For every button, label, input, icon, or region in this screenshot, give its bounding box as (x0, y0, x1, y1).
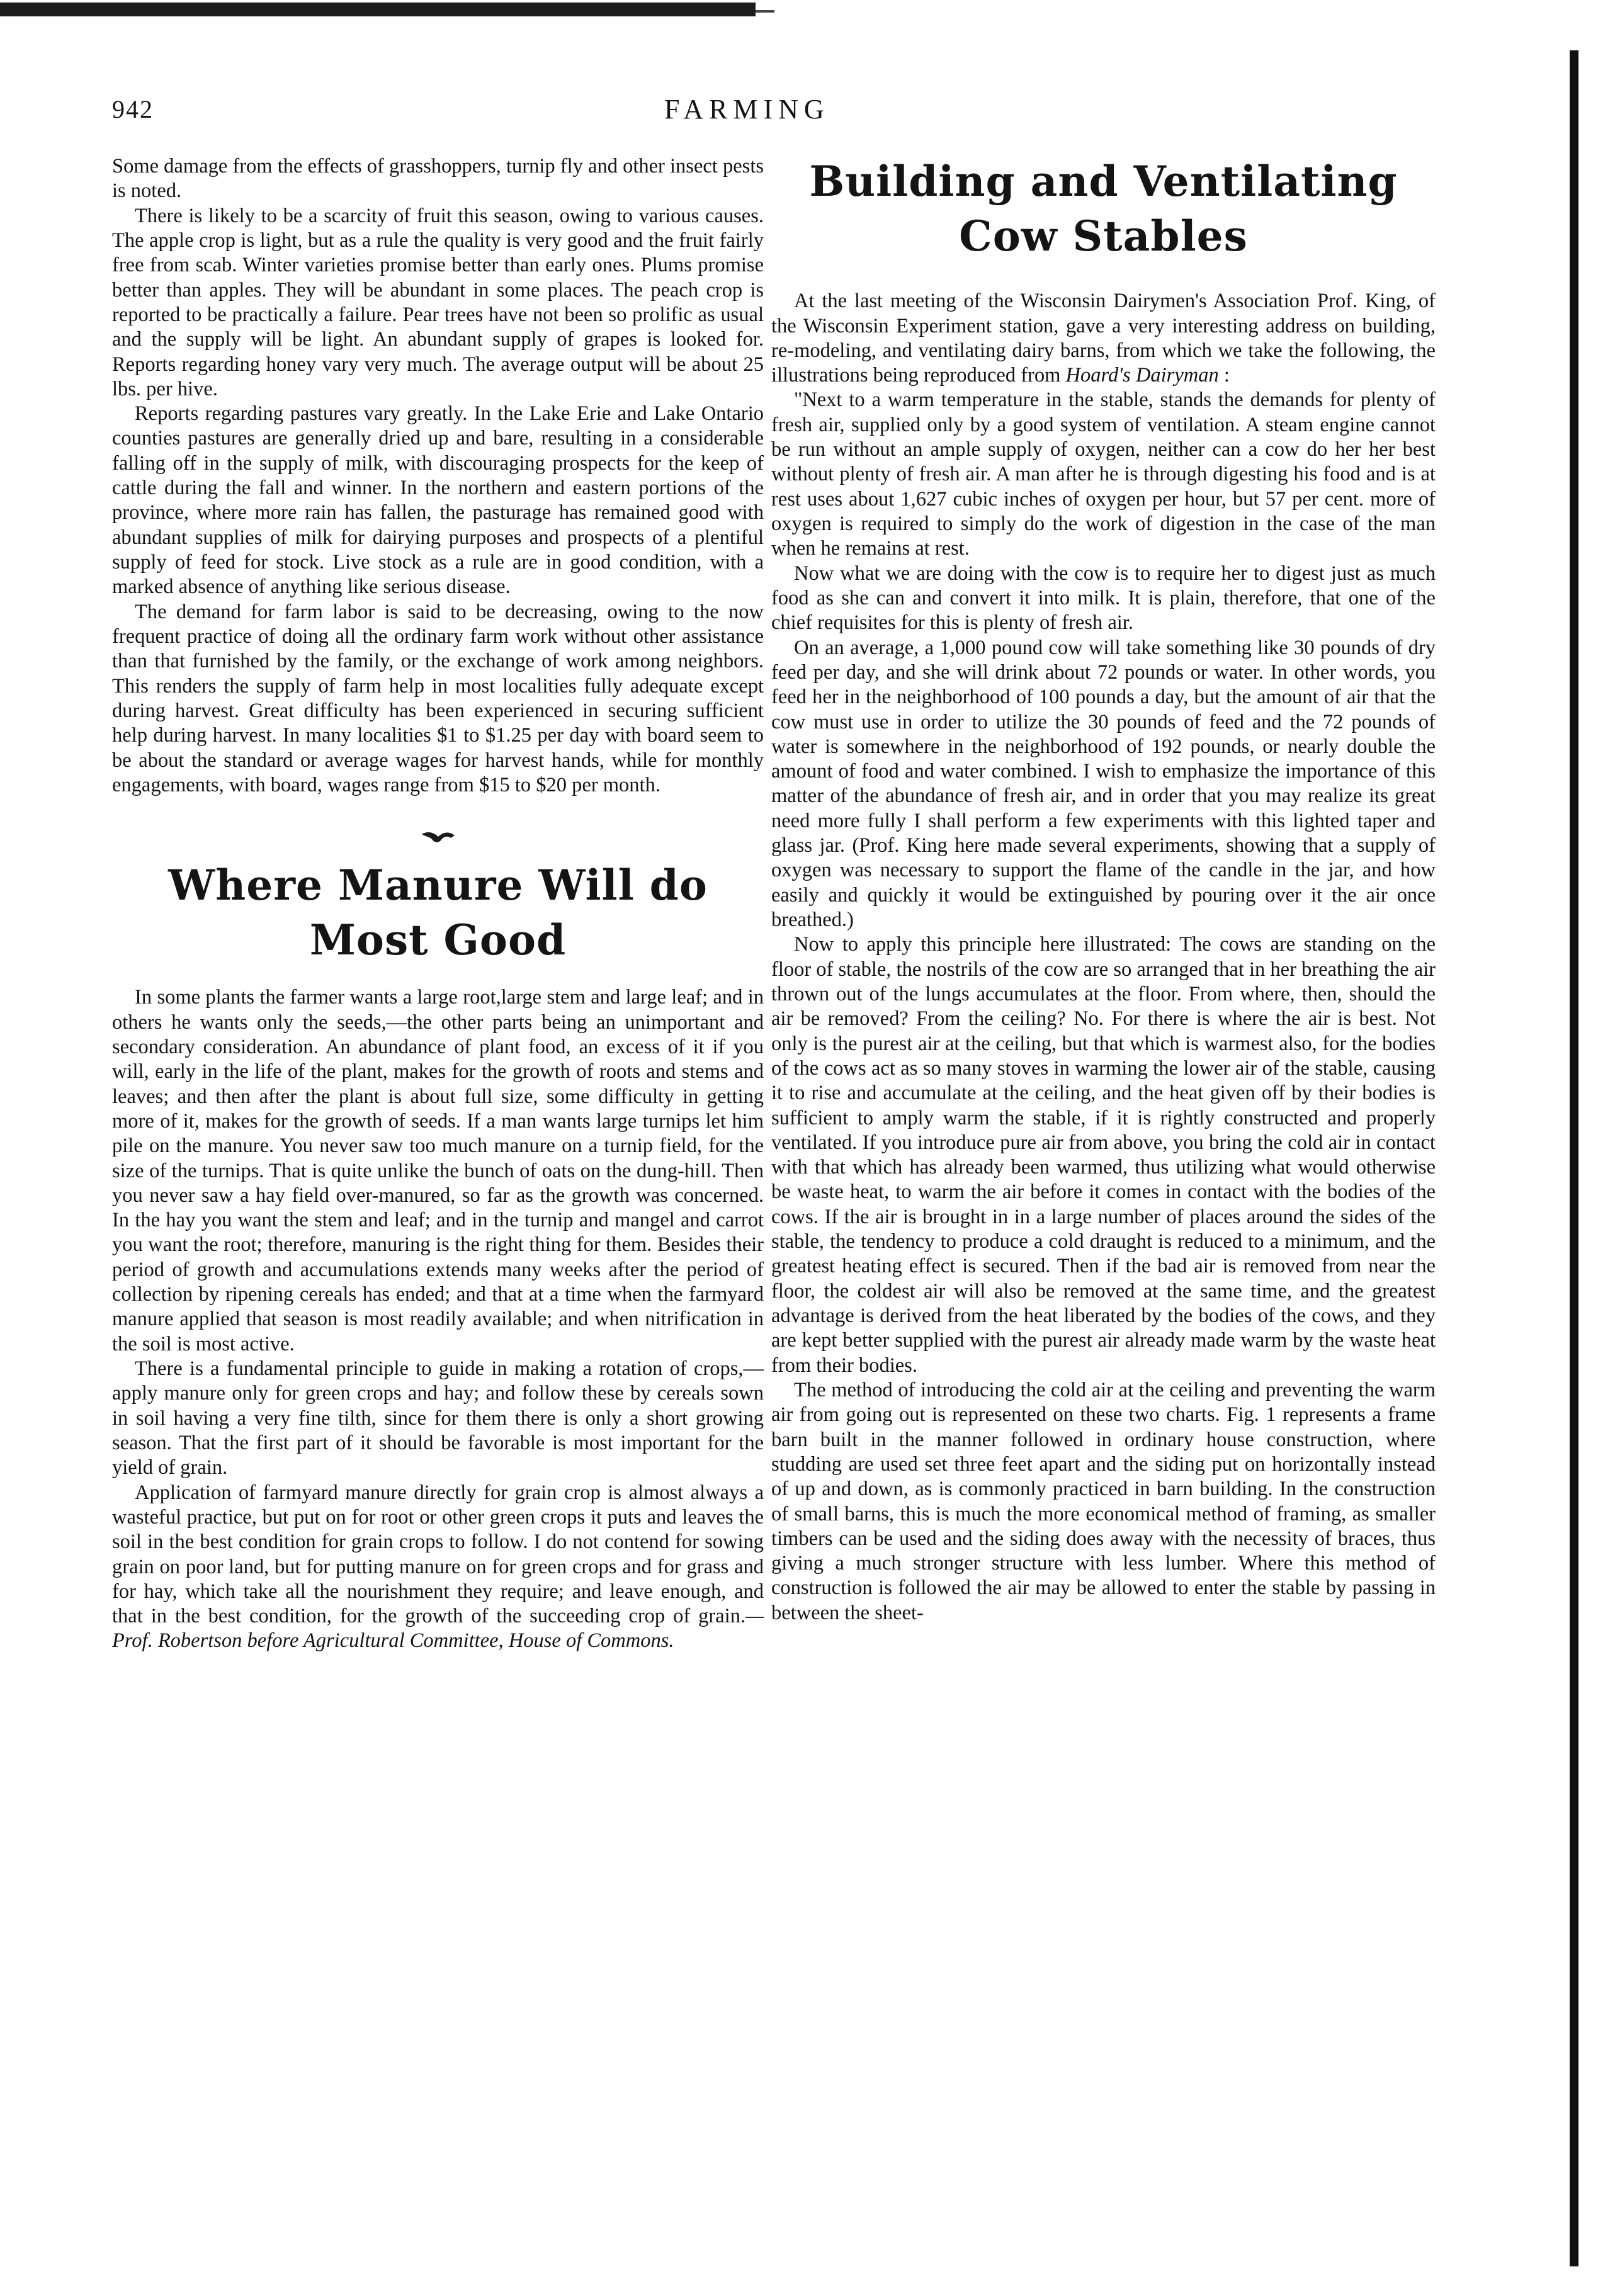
paragraph-text: Application of farmyard manure directly for grain crop is almost always a wasteful practice, but put on for root or other green crops it puts and leaves the soil in the best condition for grain crops to follow. I do not contend for sowing grain on poor land, but for putting manure on for green crops and for grass and for hay, which take all the nourishment they require; and leave enough, and that in the best condition, for the growth of the succeeding crop of grain. (112, 1481, 764, 1628)
intro-text: At the last meeting of the Wisconsin Dairymen's Association Prof. King, of the Wisconsin Experiment station, gave a very interesting address on building, re-modeling, and ventilating dairy barns, from which we take the following, the illustrations being reproduced from (771, 290, 1436, 387)
section-ornament-icon (419, 829, 457, 845)
paragraph: Reports regarding pastures vary greatly. In the Lake Erie and Lake Ontario counties pastures are generally dried up and bare, resulting in a considerable falling off in the supply of milk, with discouraging prospects for the keep of cattle during the fall and winner. In the northern and eastern portions of the province, where more rain has fallen, the pasturage has remained good with abundant supplies of milk for dairying purposes and prospects of a plentiful supply of feed for stock. Live stock as a rule are in good condition, with a marked absence of anything like serious disease. (112, 402, 764, 599)
paragraph: Some damage from the effects of grasshoppers, turnip fly and other insect pests is noted. (112, 155, 764, 203)
attribution: —Prof. Robertson before Agricultural Committee, House of Commons. (112, 1605, 764, 1653)
intro-end: : (1223, 364, 1230, 387)
paragraph: Now what we are doing with the cow is to require her to digest just as much food as she can and convert it into milk. It is plain, therefore, that one of the chief requisites for this is plenty of fresh air. (771, 562, 1436, 635)
paragraph (112, 1481, 764, 1654)
paragraph: On an average, a 1,000 pound cow will take something like 30 pounds of dry feed per day, and she will drink about 72 pounds or water. In other words, you feed her in the neighborhood of 100 pounds a day, but the amount of air that the cow must use in order to utilize the 30 pounds of feed and the 72 pounds of water is somewhere in the neighborhood of 192 pounds, or nearly double the amount of food and water combined. I wish to emphasize the importance of this matter of the abundance of fresh air, and in order that you may realize its great need more fully I shall perform a few experiments with this lighted taper and glass jar. (Prof. King here made several experiments, showing that a supply of oxygen was necessary to support the flame of the candle in the jar, and how easily and quickly it would be extinguished by pouring over it the air once breathed.) (771, 636, 1436, 932)
paragraph: Now to apply this principle here illustrated: The cows are standing on the floor of stable, the nostrils of the cow are so arranged that in her breathing the air thrown out of the lungs accumulates at the floor. From where, then, should the air be removed? From the ceiling? No. For there is where the air is best. Not only is the purest air at the ceiling, but that which is warmest also, for the bodies of the cows act as so many stoves in warming the lower air of the stable, causing it to rise and accumulate at the ceiling, and the heat given off by their bodies is sufficient to amply warm the stable, if it is rightly constructed and properly ventilated. If you introduce pure air from above, you bring the cold air in contact with that which has already been warmed, thus utilizing what would otherwise be waste heat, to warm the air before it comes in contact with the bodies of the cows. If the air is brought in in a large number of places around the sides of the stable, the tendency to produce a cold draught is reduced to a minimum, and the greatest heating effect is secured. Then if the bad air is removed from near the floor, the coldest air will also be removed at the same time, and the greatest advantage is derived from the heat liberated by the bodies of the cows, and they are kept better supplied with the purest air already made warm by the waste heat from their bodies. (771, 933, 1436, 1377)
intro-paragraph (771, 289, 1436, 388)
page-edge-shadow (1570, 50, 1578, 2266)
paragraph: In some plants the farmer wants a large root,large stem and large leaf; and in others he wants only the seeds,—the other parts being an unimportant and secondary consideration. An abundance of plant food, an excess of it if you will, early in the life of the plant, makes for the growth of roots and stems and leaves; and then after the plant is about full size, some difficulty in getting more of it, makes for the growth of seeds. If a man wants large turnips let him pile on the manure. You never saw too much manure on a turnip field, for the size of the turnips. That is quite unlike the bunch of oats on the dung-hill. Then you never saw a hay field over-manured, so far as the growth was concerned. In the hay you want the stem and leaf; and in the turnip and mangel and carrot you want the root; therefore, manuring is the right thing for them. Besides their period of growth and accumulations extends many weeks after the period of collection by ripening cereals has ended; and that at a time when the farmyard manure applied that season is most readily available; and when nitrification in the soil is most active. (112, 986, 764, 1355)
article-title-cow-stables: Building and Ventilating Cow Stables (809, 157, 1398, 261)
source-publication: Hoard's Dairyman (1065, 364, 1219, 387)
paragraph: There is likely to be a scarcity of fruit this season, owing to various causes. The apple crop is light, but as a rule the quality is very good and the fruit fairly free from scab. Winter varieties promise better than early ones. Plums promise better than apples. They will be abundant in some places. The peach crop is reported to be practically a failure. Pear trees have not been so prolific as usual and the supply will be light. An abundant supply of grapes is looked for. Reports regarding honey vary very much. The average output will be about 25 lbs. per hive. (112, 204, 764, 400)
right-column (771, 154, 1436, 1626)
paragraph: The method of introducing the cold air at the ceiling and preventing the warm air from going out is represented on these two charts. Fig. 1 represents a frame barn built in the manner followed in ordinary house construction, where studding are used set three feet apart and the siding put on horizontally instead of up and down, as is commonly practiced in barn building. In the construction of small barns, this is much the more economical method of framing, as smaller timbers can be used and the siding does away with the necessity of braces, thus giving a much stronger structure with less lumber. Where this method of construction is followed the air may be allowed to enter the stable by passing in between the sheet- (771, 1378, 1436, 1624)
page-number: 942 (112, 95, 154, 123)
left-column (112, 154, 764, 1654)
paragraph: There is a fundamental principle to guide in making a rotation of crops,—apply manure only for green crops and hay; and follow these by cereals sown in soil having a very fine tilth, since for them there is only a short growing season. That the first part of it should be favorable is most important for the yield of grain. (112, 1357, 764, 1479)
top-printed-rule (0, 3, 756, 16)
paragraph: The demand for farm labor is said to be decreasing, owing to the now frequent practice of doing all the ordinary farm work without other assistance than that furnished by the family, or the exchange of work among neighbors. This renders the supply of farm help in most localities fully adequate except during harvest. Great difficulty has been experienced in securing sufficient help during harvest. In many localities $1 to $1.25 per day with board seem to be about the standard or average wages for harvest hands, while for monthly engagements, with board, wages range from $15 to $20 per month. (112, 600, 764, 796)
article-title-manure: Where Manure Will do Most Good (168, 861, 708, 965)
running-head: FARMING (664, 94, 830, 125)
paragraph: "Next to a warm temperature in the stable, stands the demands for plenty of fresh air, supplied only by a good system of ventilation. A steam engine cannot be run without an ample supply of oxygen, neither can a cow do her her best without plenty of fresh air. A man after he is through digesting his food and is at rest uses about 1,627 cubic inches of oxygen per hour, but 57 per cent. more of oxygen is required to simply do the work of digestion in the case of the man when he remains at rest. (771, 388, 1436, 560)
top-printed-rule-tail (756, 10, 774, 13)
